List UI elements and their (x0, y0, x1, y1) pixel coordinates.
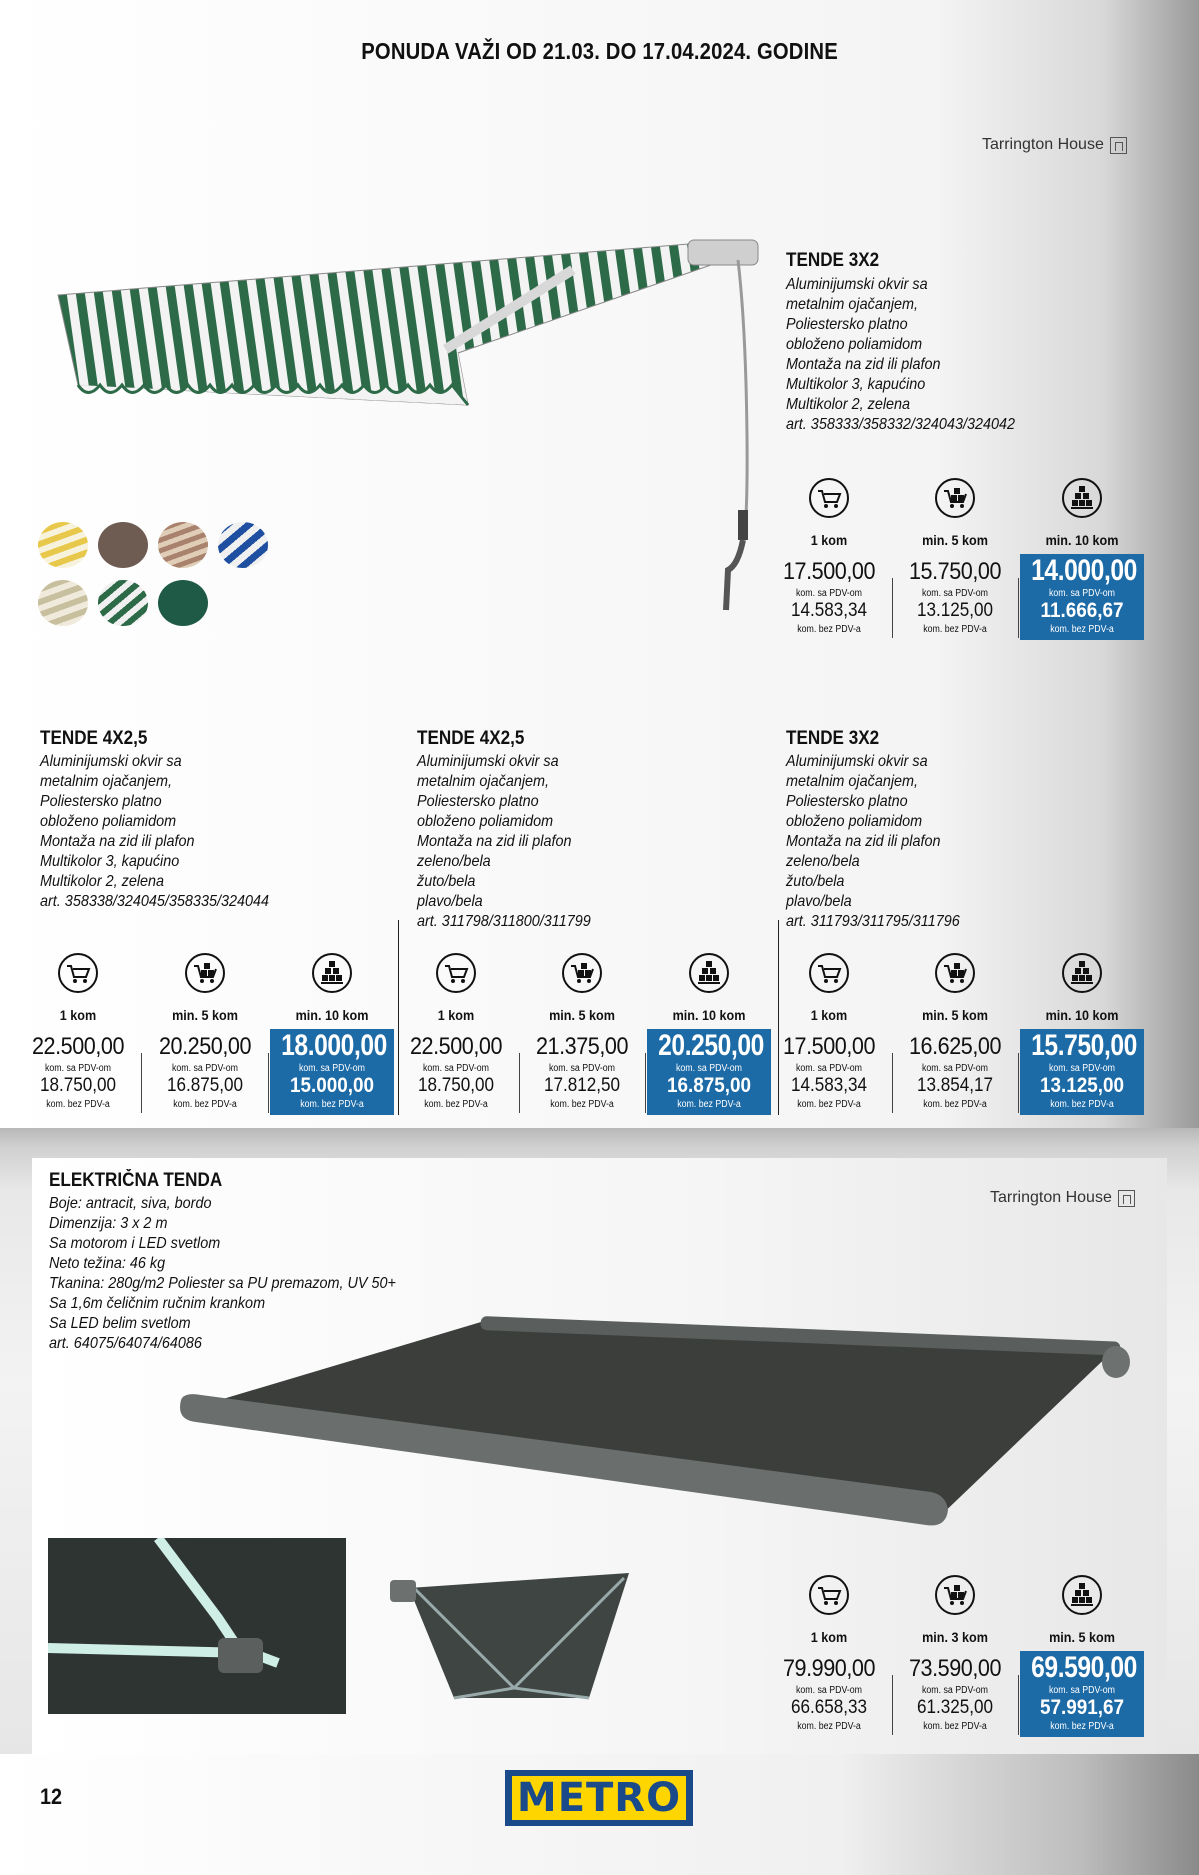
product-description: Aluminijumski okvir sa metalnim ojačanjem, Poliestersko platno obloženo poliamidom Montaža na zid ili plafon zeleno/bela žuto/bela plavo/bela art. 311793/311795/311796 (786, 753, 960, 930)
price-without-vat: 66.658,33 (790, 1697, 868, 1718)
no-vat-note: kom. bez PDV-a (424, 1099, 488, 1110)
price-with-vat: 22.500,00 (31, 1033, 125, 1060)
cart-single-icon (809, 1575, 849, 1615)
swatch-beige-stripes (38, 580, 88, 626)
product-description: Boje: antracit, siva, bordo Dimenzija: 3 x 2 m Sa motorom i LED svetlom Neto težina: 46 kg Tkanina: 280g/m2 Poliester sa PU premazom, UV 50+ Sa 1,6m čeličnim ručnim krankom Sa LED belim svetlom art. 64075/64074/64086 (49, 1195, 396, 1352)
price-without-vat: 14.583,34 (790, 600, 868, 621)
price-box (893, 1029, 1017, 1115)
led-detail-image (48, 1538, 346, 1714)
vat-note: kom. sa PDV-om (1048, 588, 1116, 599)
price-box (767, 1029, 891, 1115)
no-vat-note: kom. bez PDV-a (550, 1099, 614, 1110)
swatch-brown (98, 522, 148, 568)
folding-arm-detail-image (384, 1568, 634, 1708)
tier-quantity-label: min. 10 kom (1045, 532, 1119, 548)
price-with-vat: 15.750,00 (908, 558, 1002, 585)
price-with-vat: 21.375,00 (535, 1033, 629, 1060)
no-vat-note: kom. bez PDV-a (797, 1721, 861, 1732)
metro-logo (505, 1770, 693, 1826)
price-without-vat: 18.750,00 (39, 1075, 117, 1096)
price-without-vat: 16.875,00 (166, 1075, 244, 1096)
logo-text: METRO (512, 1776, 686, 1820)
product-title: TENDE 3X2 (786, 728, 880, 749)
highlighted-price-box (1020, 1029, 1144, 1115)
price-without-vat: 17.812,50 (543, 1075, 621, 1096)
tier-quantity-label: 1 kom (810, 532, 848, 548)
vat-note: kom. sa PDV-om (795, 588, 863, 599)
swatch-green (158, 580, 208, 626)
cart-boxes-icon (185, 953, 225, 993)
swatch-yellow-white-stripes (38, 522, 88, 568)
cart-single-icon (436, 953, 476, 993)
swatch-green-white-stripes (98, 580, 148, 626)
tier-quantity-label: 1 kom (59, 1007, 97, 1023)
price-with-vat: 18.000,00 (281, 1029, 387, 1062)
tier-divider (1018, 578, 1019, 638)
no-vat-note: kom. bez PDV-a (797, 1099, 861, 1110)
pallet-stack-icon (689, 953, 729, 993)
vat-note: kom. sa PDV-om (548, 1063, 616, 1074)
vat-note: kom. sa PDV-om (675, 1063, 743, 1074)
no-vat-note: kom. bez PDV-a (1050, 1099, 1114, 1110)
price-box (16, 1029, 140, 1115)
vat-note: kom. sa PDV-om (422, 1063, 490, 1074)
price-without-vat: 13.854,17 (916, 1075, 994, 1096)
product-title: ELEKTRIČNA TENDA (49, 1170, 223, 1191)
price-with-vat: 69.590,00 (1031, 1651, 1137, 1684)
brand-name: Tarrington House (990, 1189, 1112, 1206)
cart-boxes-icon (935, 1575, 975, 1615)
price-without-vat: 11.666,67 (1040, 599, 1124, 622)
no-vat-note: kom. bez PDV-a (923, 1721, 987, 1732)
price-box (893, 554, 1017, 640)
no-vat-note: kom. bez PDV-a (797, 624, 861, 635)
vat-note: kom. sa PDV-om (44, 1063, 112, 1074)
no-vat-note: kom. bez PDV-a (923, 624, 987, 635)
price-with-vat: 73.590,00 (908, 1655, 1002, 1682)
vat-note: kom. sa PDV-om (921, 1063, 989, 1074)
product-title: TENDE 4X2,5 (417, 728, 525, 749)
tier-quantity-label: min. 5 kom (549, 1007, 615, 1023)
price-without-vat: 16.875,00 (666, 1074, 752, 1097)
product-title: TENDE 3X2 (786, 250, 880, 271)
price-with-vat: 79.990,00 (782, 1655, 876, 1682)
price-with-vat: 22.500,00 (409, 1033, 503, 1060)
price-box (520, 1029, 644, 1115)
cart-boxes-icon (562, 953, 602, 993)
pallet-stack-icon (1062, 953, 1102, 993)
tier-quantity-label: min. 10 kom (672, 1007, 746, 1023)
vat-note: kom. sa PDV-om (1048, 1685, 1116, 1696)
tier-divider (268, 1053, 269, 1113)
brand-name: Tarrington House (982, 136, 1104, 153)
tier-quantity-label: min. 10 kom (1045, 1007, 1119, 1023)
cart-boxes-icon (935, 478, 975, 518)
highlighted-price-box (1020, 554, 1144, 640)
column-divider (398, 920, 399, 1115)
tier-quantity-label: 1 kom (437, 1007, 475, 1023)
no-vat-note: kom. bez PDV-a (923, 1099, 987, 1110)
striped-awning-image (48, 225, 768, 620)
price-with-vat: 17.500,00 (782, 1033, 876, 1060)
price-box (394, 1029, 518, 1115)
product-title: TENDE 4X2,5 (40, 728, 148, 749)
price-with-vat: 20.250,00 (158, 1033, 252, 1060)
page-number: 12 (40, 1784, 63, 1809)
tier-quantity-label: min. 5 kom (922, 532, 988, 548)
no-vat-note: kom. bez PDV-a (1050, 1721, 1114, 1732)
price-with-vat: 17.500,00 (782, 558, 876, 585)
price-without-vat: 15.000,00 (289, 1074, 375, 1097)
pallet-stack-icon (312, 953, 352, 993)
price-with-vat: 16.625,00 (908, 1033, 1002, 1060)
brand-label (982, 136, 1127, 154)
tier-quantity-label: min. 10 kom (295, 1007, 369, 1023)
product-description: Aluminijumski okvir sa metalnim ojačanjem, Poliestersko platno obloženo poliamidom Montaža na zid ili plafon Multikolor 3, kapućino Multikolor 2, zelena art. 358338/324045/358335/324044 (40, 753, 270, 910)
vat-note: kom. sa PDV-om (171, 1063, 239, 1074)
no-vat-note: kom. bez PDV-a (300, 1099, 364, 1110)
tier-quantity-label: min. 3 kom (922, 1629, 988, 1645)
pallet-stack-icon (1062, 1575, 1102, 1615)
no-vat-note: kom. bez PDV-a (1050, 624, 1114, 635)
price-without-vat: 14.583,34 (790, 1075, 868, 1096)
price-without-vat: 61.325,00 (916, 1697, 994, 1718)
house-icon (1110, 137, 1127, 154)
price-box (767, 554, 891, 640)
vat-note: kom. sa PDV-om (795, 1063, 863, 1074)
product-description: Aluminijumski okvir sa metalnim ojačanjem, Poliestersko platno obloženo poliamidom Montaža na zid ili plafon zeleno/bela žuto/bela plavo/bela art. 311798/311800/311799 (417, 753, 591, 930)
price-with-vat: 20.250,00 (658, 1029, 764, 1062)
tier-divider (1018, 1675, 1019, 1735)
price-without-vat: 57.991,67 (1039, 1696, 1125, 1719)
vat-note: kom. sa PDV-om (1048, 1063, 1116, 1074)
brand-label (990, 1189, 1135, 1207)
no-vat-note: kom. bez PDV-a (46, 1099, 110, 1110)
cart-single-icon (809, 478, 849, 518)
tier-quantity-label: min. 5 kom (922, 1007, 988, 1023)
vat-note: kom. sa PDV-om (921, 1685, 989, 1696)
no-vat-note: kom. bez PDV-a (677, 1099, 741, 1110)
price-with-vat: 14.000,00 (1031, 554, 1137, 587)
column-divider (778, 920, 779, 1115)
vat-note: kom. sa PDV-om (921, 588, 989, 599)
product-description: Aluminijumski okvir sa metalnim ojačanjem, Poliestersko platno obloženo poliamidom Montaža na zid ili plafon Multikolor 3, kapućino Multikolor 2, zelena art. 358333/358332/324043/324042 (786, 276, 1016, 433)
price-box (143, 1029, 267, 1115)
swatch-blue-white-stripes (218, 522, 268, 568)
tier-quantity-label: min. 5 kom (1049, 1629, 1115, 1645)
cart-boxes-icon (935, 953, 975, 993)
offer-validity-title: PONUDA VAŽI OD 21.03. DO 17.04.2024. GODINE (361, 38, 838, 64)
highlighted-price-box (647, 1029, 771, 1115)
price-without-vat: 13.125,00 (1039, 1074, 1125, 1097)
vat-note: kom. sa PDV-om (795, 1685, 863, 1696)
price-without-vat: 13.125,00 (916, 600, 994, 621)
tier-divider (645, 1053, 646, 1113)
tier-divider (1018, 1053, 1019, 1113)
cart-single-icon (809, 953, 849, 993)
tier-quantity-label: 1 kom (810, 1007, 848, 1023)
tier-divider (141, 1053, 142, 1113)
price-with-vat: 15.750,00 (1031, 1029, 1137, 1062)
highlighted-price-box (1020, 1651, 1144, 1737)
tier-quantity-label: 1 kom (810, 1629, 848, 1645)
vat-note: kom. sa PDV-om (298, 1063, 366, 1074)
swatch-beige-brown-stripes (158, 522, 208, 568)
cart-single-icon (58, 953, 98, 993)
tier-quantity-label: min. 5 kom (172, 1007, 238, 1023)
price-box (893, 1651, 1017, 1737)
pallet-stack-icon (1062, 478, 1102, 518)
highlighted-price-box (270, 1029, 394, 1115)
no-vat-note: kom. bez PDV-a (173, 1099, 237, 1110)
electric-awning-image (176, 1310, 1136, 1540)
house-icon (1118, 1190, 1135, 1207)
price-without-vat: 18.750,00 (417, 1075, 495, 1096)
price-box (767, 1651, 891, 1737)
